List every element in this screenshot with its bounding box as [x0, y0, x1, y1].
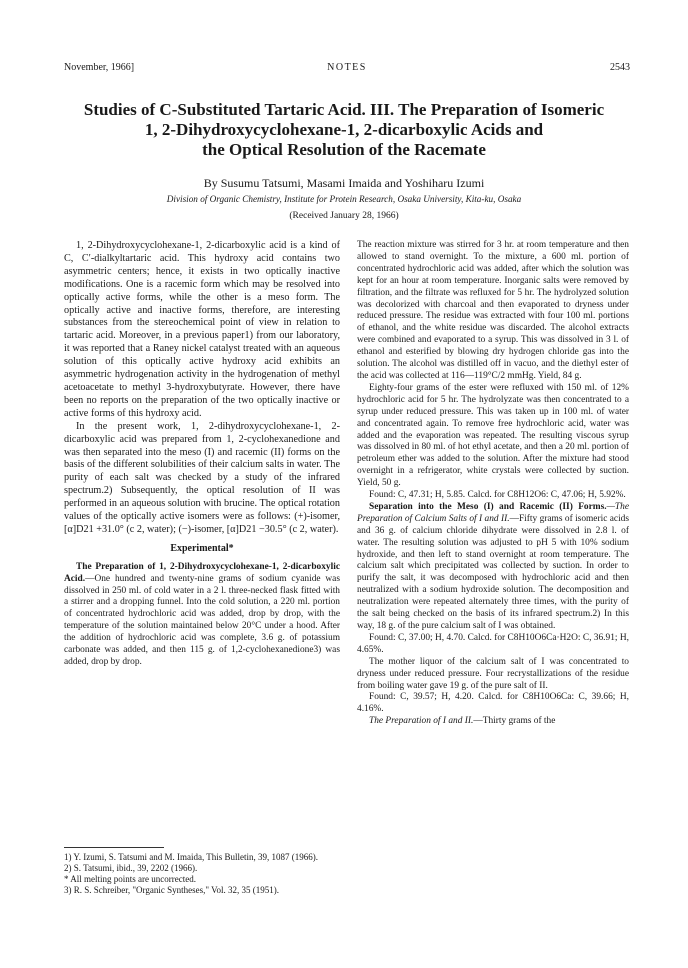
- header-date: November, 1966]: [64, 62, 135, 73]
- affiliation: Division of Organic Chemistry, Institute for Protein Research, Osaka University, Kita-ku, Osaka: [166, 194, 522, 204]
- separation-subtitle: —The Preparation of Calcium Salts of I and II.: [357, 501, 629, 524]
- experimental-paragraph: [64, 562, 340, 669]
- separation-lead: Separation into the Meso (I) and Racemic (II) Forms.: [369, 501, 607, 512]
- title-line-2: 1, 2-Dihydroxycyclohexane-1, 2-dicarboxylic Acids and: [144, 120, 544, 139]
- experimental-body: —One hundred and twenty-nine grams of sodium cyanide was dissolved in 250 ml. of cold water in a 2 l. three-necked flask fitted with a stirrer and a dropping funnel. Into the cold solution, a 220 ml. portion of concentrated hydrochloric acid was added, drop by drop, with the temperature of the solution maintained below 20°C under a hood. After the addition of hydrochloric acid was complete, 3.6 g. of potassium carbonate was added, and then 115 g. of 1,2-cyclohexanedione3) was added, drop by drop.: [64, 573, 340, 667]
- title-line-1: Studies of C-Substituted Tartaric Acid. III. The Preparation of Isomeric: [83, 100, 605, 119]
- left-column: [64, 240, 340, 669]
- title-line-3: the Optical Resolution of the Racemate: [202, 140, 486, 159]
- experimental-heading: Experimental*: [170, 542, 234, 554]
- separation-body: —Fifty grams of isomeric acids and 36 g. of calcium chloride dihydrate were dissolved in 2.8 l. of water. The resulting solution was adjusted to pH 5 with 10% sodium hydroxide, and then left to stand overnight at room temperature. The calcium salt which precipitated was collected by suction. In order to purify the salt, it was decomposed with hydrochloric acid and then neutralized with a sodium hydroxide solution. The decomposition and neutralization were repeated alternately three times, with the purity of the salt being checked on the basis of its infrared spectrum.2) In this way, 18 g. of the pure calcium salt of I was obtained.: [357, 513, 630, 631]
- footnotes: [64, 852, 340, 896]
- received-date: (Received January 28, 1966): [289, 211, 399, 221]
- intro-paragraph-1: 1, 2-Dihydroxycyclohexane-1, 2-dicarboxylic acid is a kind of C, C′-dialkyltartaric acid. This hydroxy acid contains two asymmetric centers; hence, it exists in two optically inactive modifications. One is a racemic form which may be resolved into optically active forms, while the other is a meso form. The optically active and inactive forms, therefore, are interesting substances from the stereochemical point of view in relation to tartaric acid. Moreover, in a previous paper1) from our laboratory, it was reported that a Raney nickel catalyst treated with an aqueous solution of this optically active hydroxy acid exhibits an asymmetric hydrogenation activity in the hydrogenation of methyl acetoacetate to methyl 3-hydroxybutyrate. However, there have been no reports on the preparation of the two optically inactive or active forms of this hydroxy acid.: [64, 240, 340, 419]
- preparation-body: —Thirty grams of the: [473, 716, 556, 727]
- header-section: NOTES: [327, 62, 367, 73]
- right-paragraph-2: Eighty-four grams of the ester were refluxed with 150 ml. of 12% hydrochloric acid for 5 hr. The hydrolyzate was then concentrated to a syrup under reduced pressure. This was taken up in 100 ml. of water and concentrated again. To remove free hydrochloric acid, water was added and the evaporation was repeated. The resulting viscous syrup was dissolved in 80 ml. of hot ethyl acetate, and then a 20 ml. portion of petroleum ether was added to the solution. After the mixture had stood overnight in a refrigerator, white crystals were collected by suction. Yield, 50 g.: [357, 382, 629, 489]
- analysis-ester: Found: C, 47.31; H, 5.85. Calcd. for C8H12O6: C, 47.06; H, 5.92%.: [369, 490, 626, 501]
- footnote-rule: [64, 847, 164, 848]
- header-page-number: 2543: [610, 62, 630, 73]
- analysis-salt-II: Found: C, 39.57; H, 4.20. Calcd. for C8H10O6Ca: C, 39.66; H, 4.16%.: [357, 692, 629, 715]
- footnote-3: 3) R. S. Schreiber, "Organic Syntheses," Vol. 32, 35 (1951).: [64, 885, 279, 895]
- preparation-lead: The Preparation of I and II.: [369, 716, 474, 727]
- footnote-1: 1) Y. Izumi, S. Tatsumi and M. Imaida, This Bulletin, 39, 1087 (1966).: [64, 852, 319, 862]
- right-column: [357, 240, 629, 728]
- analysis-salt-I: Found: C, 37.00; H, 4.70. Calcd. for C8H10O6Ca·H2O: C, 36.91; H, 4.65%.: [357, 632, 629, 655]
- intro-paragraph-2: In the present work, 1, 2-dihydroxycyclohexane-1, 2-dicarboxylic acid was prepared from 1, 2-cyclohexanedione and was then separated into the meso (I) and racemic (II) forms on the basis of the different solubilities of their calcium salts in water. The purity of each salt was checked by a study of the infrared spectrum.2) Subsequently, the optical resolution of II was performed in an aqueous solution with brucine. The optical rotation values of the optically active isomers were as follows: (+)-isomer, [α]D21 +31.0° (c 2, water); (−)-isomer, [α]D21 −30.5° (c 2, water).: [64, 420, 340, 535]
- separation-paragraph: [357, 502, 629, 633]
- article-title: [40, 100, 648, 160]
- preparation-paragraph: [357, 716, 629, 728]
- experimental-lead: The Preparation of 1, 2-Dihydroxycyclohexane-1, 2-dicarboxylic Acid.: [64, 561, 340, 584]
- right-paragraph-1: The reaction mixture was stirred for 3 hr. at room temperature and then allowed to stand overnight. To the mixture, a 600 ml. portion of concentrated hydrochloric acid was added, after which the solution was kept for an hour at room temperature. Inorganic salts were removed by filtration, and the filtrate was refluxed for 5 hr. The hydrolyzed solution was decolorized with charcoal and then evaporated to dryness under reduced pressure. The residue was extracted with four 100 ml. portions of ethanol, and the white residue was discarded. The alcohol extracts were combined and evaporated to a syrup. This was dissolved in 3 l. of ethanol and esterified by blowing dry hydrogen chloride gas into the solution. The alcohol was distilled off in vacuo, and the diethyl ester of the acid was collected at 116—119°C/2 mmHg. Yield, 84 g.: [357, 240, 629, 381]
- footnote-2: 2) S. Tatsumi, ibid., 39, 2202 (1966).: [64, 863, 198, 873]
- running-head: [64, 62, 630, 76]
- footnote-star: * All melting points are uncorrected.: [64, 874, 196, 884]
- mother-liquor-paragraph: The mother liquor of the calcium salt of I was concentrated to dryness under reduced pressure. Four recrystallizations of the residue from boiling water gave 19 g. of the pure salt of II.: [357, 656, 629, 691]
- authors: By Susumu Tatsumi, Masami Imaida and Yoshiharu Izumi: [203, 176, 485, 190]
